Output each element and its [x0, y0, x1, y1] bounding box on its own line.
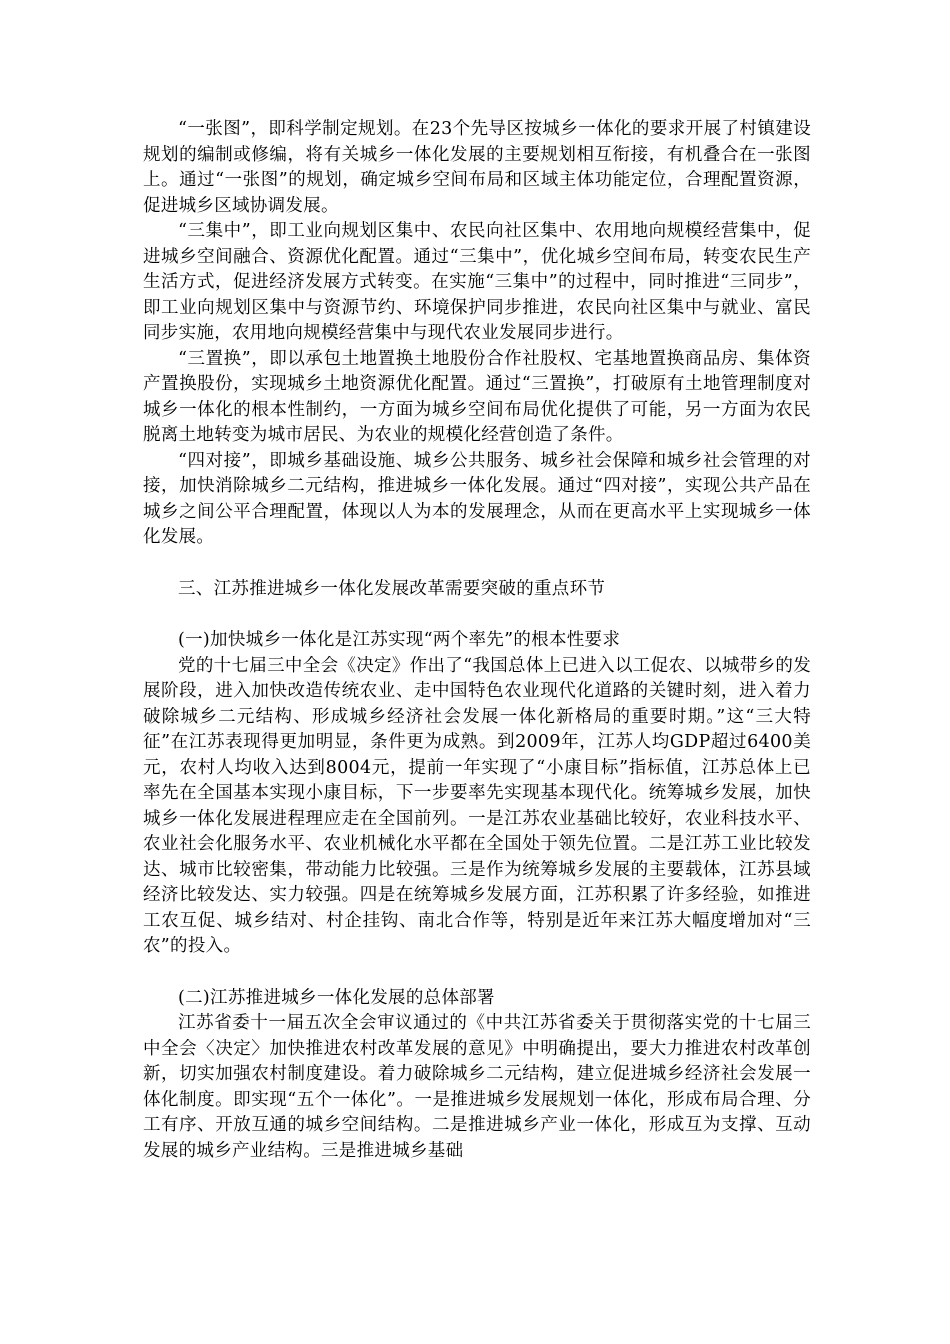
spacer [143, 551, 811, 577]
document-page [143, 117, 811, 1164]
spacer [143, 602, 811, 628]
section-title: 三、江苏推进城乡一体化发展改革需要突破的重点环节 [178, 578, 606, 599]
subsection-2-body: 江苏省委十一届五次全会审议通过的《中共江苏省委关于贯彻落实党的十七届三中全会〈决定〉加快推进农村改革发展的意见》中明确提出，要大力推进农村改革创新，切实加强农村制度建设。着力破除城乡二元结构，建立促进城乡经济社会发展一体化制度。即实现“五个一体化”。一是推进城乡发展规划一体化，形成布局合理、分工有序、开放互通的城乡空间结构。二是推进城乡产业一体化，形成互为支撑、互动发展的城乡产业结构。三是推进城乡基础 [143, 1013, 811, 1161]
spacer [143, 960, 811, 986]
paragraph-san-zhi-huan: “三置换”，即以承包土地置换土地股份合作社股权、宅基地置换商品房、集体资产置换股份，实现城乡土地资源优化配置。通过“三置换”，打破原有土地管理制度对城乡一体化的根本性制约，一方面为城乡空间布局优化提供了可能，另一方面为农民脱离土地转变为城市居民、为农业的规模化经营创造了条件。 [143, 348, 811, 445]
paragraph-san-ji-zhong: “三集中”，即工业向规划区集中、农民向社区集中、农用地向规模经营集中，促进城乡空间融合、资源优化配置。通过“三集中”，优化城乡空间布局，转变农民生产生活方式，促进经济发展方式转变。在实施“三集中”的过程中，同时推进“三同步”，即工业向规划区集中与资源节约、环境保护同步推进，农民向社区集中与就业、富民同步实施，农用地向规模经营集中与现代农业发展同步进行。 [143, 221, 811, 343]
subsection-1-body: 党的十七届三中全会《决定》作出了“我国总体上已进入以工促农、以城带乡的发展阶段，进入加快改造传统农业、走中国特色农业现代化道路的关键时刻，进入着力破除城乡二元结构、形成城乡经济社会发展一体化新格局的重要时期。”这“三大特征”在江苏表现得更加明显，条件更为成熟。到2009年，江苏人均GDP超过6400美元，农村人均收入达到8004元，提前一年实现了“小康目标”指标值，江苏总体上已率先在全国基本实现小康目标，下一步要率先实现基本现代化。统筹城乡发展，加快城乡一体化发展进程理应走在全国前列。一是江苏农业基础比较好，农业科技水平、农业社会化服务水平、农业机械化水平都在全国处于领先位置。二是江苏工业比较发达、城市比较密集，带动能力比较强。三是作为统筹城乡发展的主要载体，江苏县域经济比较发达、实力较强。四是在统筹城乡发展方面，江苏积累了许多经验，如推进工农互促、城乡结对、村企挂钩、南北合作等，特别是近年来江苏大幅度增加对“三农”的投入。 [143, 655, 811, 956]
paragraph-si-dui-jie: “四对接”，即城乡基础设施、城乡公共服务、城乡社会保障和城乡社会管理的对接，加快消除城乡二元结构，推进城乡一体化发展。通过“四对接”，实现公共产品在城乡之间公平合理配置，体现以人为本的发展理念，从而在更高水平上实现城乡一体化发展。 [143, 450, 811, 547]
paragraph-yi-zhang-tu: “一张图”，即科学制定规划。在23个先导区按城乡一体化的要求开展了村镇建设规划的编制或修编，将有关城乡一体化发展的主要规划相互衔接，有机叠合在一张图上。通过“一张图”的规划，确定城乡空间布局和区域主体功能定位，合理配置资源，促进城乡区域协调发展。 [143, 119, 811, 216]
subsection-1-title: (一)加快城乡一体化是江苏实现“两个率先”的根本性要求 [178, 630, 621, 650]
subsection-2-title: (二)江苏推进城乡一体化发展的总体部署 [178, 987, 495, 1008]
